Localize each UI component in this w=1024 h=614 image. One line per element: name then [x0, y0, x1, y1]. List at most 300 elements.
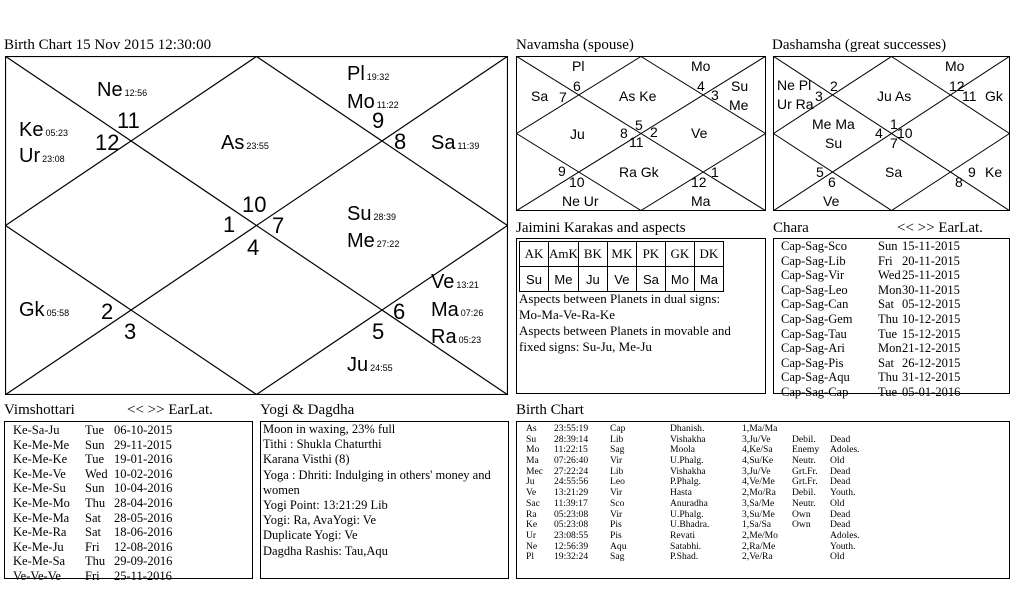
birth-table-cell: Lib [610, 433, 624, 445]
vimshottari-row-day: Tue [85, 423, 104, 437]
birth-table-cell: 13:21:29 [554, 487, 589, 499]
vimshottari-title: Vimshottari [4, 402, 75, 418]
nav-label: 2 [650, 124, 658, 140]
birth-table-cell: 05:23:08 [554, 519, 589, 531]
karaka-header: BK [578, 242, 607, 267]
vimshottari-row-day: Thu [85, 554, 106, 569]
planet-ur: Ur 23:08 [19, 145, 65, 167]
dash-label: Ur Ra [777, 96, 814, 112]
planet-ve: Ve 13:21 [431, 271, 479, 293]
birth-table-cell: 2,Mo/Ra [742, 487, 776, 499]
birth-table-cell: Adoles. [830, 529, 860, 541]
birth-table-cell: Grt.Fr. [792, 465, 818, 477]
yogi-line: women [263, 482, 300, 497]
birth-table-cell: As [526, 423, 537, 434]
nav-label: 6 [573, 78, 581, 94]
yogi-line: Yoga : Dhriti: Indulging in others' money and [263, 467, 491, 482]
chara-row-day: Fri [878, 253, 893, 268]
vimshottari-row [13, 554, 184, 569]
birth-table-cell: Revati [670, 529, 696, 541]
dash-label: Gk [985, 88, 1003, 104]
house-number: 8 [394, 129, 407, 154]
nav-label: Ra Gk [619, 164, 659, 180]
vimshottari-nav[interactable]: << >> EarLat. [127, 402, 213, 418]
karaka-value: Ju [578, 267, 607, 292]
birth-table-cell: Dead [830, 519, 851, 531]
chara-nav[interactable]: << >> EarLat. [897, 220, 983, 236]
birth-table-cell: 05:23:08 [554, 508, 589, 520]
house-number: 12 [95, 130, 120, 155]
vimshottari-row-period: Ke-Me-Ra [13, 525, 67, 540]
dashamsha-title: Dashamsha (great successes) [772, 37, 947, 53]
dash-label: 12 [949, 78, 965, 94]
vimshottari-panel [4, 421, 253, 583]
birth-table-cell: Dead [830, 433, 851, 445]
vimshottari-row-period: Ve-Ve-Ve [13, 568, 61, 583]
karaka-value: Mo [665, 267, 694, 292]
birth-table-cell: Old [830, 497, 845, 509]
chara-row-day: Mon [878, 282, 902, 297]
vimshottari-row [13, 452, 184, 467]
vimshottari-row [13, 496, 184, 511]
birth-table-cell: 1,Sa/Sa [742, 519, 772, 531]
vimshottari-row-period: Ke-Me-Me [13, 437, 70, 452]
chara-row-period: Cap-Sag-Can [781, 297, 849, 312]
birth-table-cell: 28:39:14 [554, 433, 589, 445]
karaka-header: AmK [549, 242, 579, 267]
vimshottari-row-period: Ke-Me-Ve [13, 466, 66, 481]
vimshottari-row-date: 29-11-2015 [114, 437, 172, 452]
house-number: 3 [124, 319, 137, 344]
birth-table-cell: Old [830, 551, 845, 563]
birth-table-cell: Leo [610, 476, 625, 488]
dash-label: 10 [897, 125, 913, 141]
vimshottari-row-date: 29-09-2016 [114, 554, 173, 569]
jaimini-title: Jaimini Karakas and aspects [516, 220, 686, 236]
chara-row-day: Wed [878, 268, 901, 283]
chara-row-date: 15-12-2015 [902, 326, 961, 341]
vimshottari-row-date: 25-11-2016 [114, 568, 172, 583]
chara-row-date: 20-11-2015 [902, 253, 960, 268]
yogi-list [263, 422, 491, 559]
planet-me: Me 27:22 [347, 230, 400, 252]
chara-row-date: 30-11-2015 [902, 282, 960, 297]
birth-table-cell: 23:08:55 [554, 529, 589, 541]
birth-table-cell: Youth. [830, 540, 856, 552]
birth-table-cell: Sag [610, 444, 625, 456]
house-number: 1 [223, 212, 236, 237]
vimshottari-row-day: Sun [85, 437, 105, 452]
nav-label: 4 [697, 78, 705, 94]
karaka-value: Ma [694, 267, 723, 292]
birth-table-row [526, 531, 880, 542]
birth-table-cell: Pl [526, 551, 535, 563]
vimshottari-row-day: Wed [85, 466, 108, 481]
birth-table-cell: Sac [526, 497, 540, 509]
birth-table-cell: Debil. [792, 433, 816, 445]
yogi-line: Yogi: Ra, AvaYogi: Ve [263, 513, 377, 528]
birth-table-cell: Adoles. [830, 444, 860, 456]
birth-table-cell: P.Shad. [670, 551, 699, 563]
birth-table-cell: 4,Su/Ke [742, 455, 774, 467]
chara-row-day: Sun [878, 239, 898, 253]
planet-ma: Ma 07:26 [431, 299, 484, 321]
house-number: 11 [117, 108, 140, 133]
chara-panel [773, 238, 1010, 399]
vimshottari-row-day: Sun [85, 481, 105, 496]
karaka-header: PK [636, 242, 665, 267]
nav-label: Mo [691, 58, 711, 74]
chara-row [781, 356, 972, 371]
chara-row-date: 26-12-2015 [902, 355, 961, 370]
vimshottari-row-period: Ke-Me-Ke [13, 452, 68, 467]
birth-table-cell: Ra [526, 508, 537, 520]
chara-row-date: 25-11-2015 [902, 268, 960, 283]
nav-label: 11 [629, 134, 644, 150]
nav-label: Ve [691, 125, 708, 141]
vimshottari-row-date: 28-04-2016 [114, 495, 173, 510]
birth-table-cell: 12:56:39 [554, 540, 589, 552]
chara-row-period: Cap-Sag-Aqu [781, 370, 850, 385]
vimshottari-row-day: Sat [85, 525, 101, 540]
chara-row [781, 341, 972, 356]
nav-label: 1 [711, 164, 719, 180]
chara-title: Chara [773, 220, 809, 236]
birth-table-cell: 23:55:19 [554, 423, 589, 434]
yogi-title: Yogi & Dagdha [260, 402, 355, 418]
birth-table-cell: Vir [610, 455, 623, 467]
dash-label: Mo [945, 58, 965, 74]
karaka-header: GK [665, 242, 694, 267]
vimshottari-row-day: Tue [85, 452, 104, 467]
chara-row [781, 370, 972, 385]
vimshottari-row-date: 06-10-2015 [114, 423, 173, 437]
yogi-line: Dagdha Rashis: Tau,Aqu [263, 543, 388, 558]
house-number: 7 [272, 213, 285, 238]
birth-table-cell: Own [792, 519, 811, 531]
vimshottari-row-date: 10-02-2016 [114, 466, 173, 481]
vimshottari-row [13, 481, 184, 496]
vimshottari-row [13, 569, 184, 584]
dash-label: 5 [816, 164, 824, 180]
chara-row [781, 297, 972, 312]
planet-ke: Ke 05:23 [19, 119, 68, 141]
yogi-panel [260, 421, 509, 579]
dash-label: Ve [823, 193, 840, 209]
birth-table-cell: 3,Ju/Ve [742, 465, 771, 477]
karaka-header: AK [520, 242, 549, 267]
birth-table-cell: Moola [670, 444, 696, 456]
chara-row-date: 05-01-2016 [902, 384, 961, 399]
dash-label: 2 [830, 78, 838, 94]
nav-label: Ju [570, 126, 585, 142]
chara-row-period: Cap-Sag-Sco [781, 239, 847, 253]
birth-table-cell: Old [830, 455, 845, 467]
chara-row [781, 254, 972, 269]
birth-table-panel [516, 421, 1010, 579]
dash-label: 3 [815, 88, 823, 104]
karaka-table [519, 241, 724, 292]
vimshottari-row [13, 467, 184, 482]
nav-label: Ma [691, 193, 711, 209]
birth-table-cell: P.Phalg. [670, 476, 701, 488]
birth-table-cell: Sag [610, 551, 625, 563]
birth-table-cell: Ve [526, 487, 537, 499]
house-number: 2 [101, 299, 114, 324]
birth-table-row [526, 499, 880, 510]
dash-label: 7 [890, 135, 898, 151]
chara-row-day: Thu [878, 370, 899, 385]
vimshottari-row-day: Thu [85, 495, 106, 510]
birth-table-row [526, 552, 880, 563]
navamsha-diagram [516, 56, 766, 211]
chara-list [781, 239, 972, 400]
birth-table-cell: Neutr. [792, 497, 816, 509]
planet-ra: Ra 05:23 [431, 326, 482, 348]
nav-label: Me [729, 97, 749, 113]
chara-row-period: Cap-Sag-Pis [781, 355, 844, 370]
jaimini-panel [516, 238, 766, 394]
birth-table-cell: Hasta [670, 487, 692, 499]
birth-table-cell: Debil. [792, 487, 816, 499]
aspects-movable-title: Aspects between Planets in movable and [519, 323, 731, 338]
chara-row [781, 385, 972, 400]
vimshottari-row-period: Ke-Me-Ma [13, 510, 70, 525]
nav-label: 3 [711, 87, 719, 103]
chara-row-date: 10-12-2015 [902, 311, 961, 326]
birth-table-cell: 4,Ke/Sa [742, 444, 773, 456]
chara-row-date: 15-11-2015 [902, 239, 960, 253]
birth-table-cell: U.Phalg. [670, 508, 704, 520]
birth-table-cell: Ur [526, 529, 537, 541]
house-number: 10 [242, 192, 267, 217]
birth-table-cell: Youth. [830, 487, 856, 499]
vimshottari-row [13, 540, 184, 555]
nav-label: As Ke [619, 88, 657, 104]
birth-table-cell: Dead [830, 465, 851, 477]
chara-row-period: Cap-Sag-Vir [781, 268, 845, 283]
yogi-line: Moon in waxing, 23% full [263, 422, 396, 436]
nav-label: 8 [620, 125, 628, 141]
vimshottari-row-date: 10-04-2016 [114, 481, 173, 496]
birth-table-cell: Dead [830, 508, 851, 520]
birth-table-cell: Enemy [792, 444, 820, 456]
house-number: 6 [393, 299, 406, 324]
nav-label: 12 [691, 174, 707, 190]
birth-table-cell: Vir [610, 487, 623, 499]
aspects-dual-title: Aspects between Planets in dual signs: [519, 291, 721, 306]
birth-table-cell: 11:39:17 [554, 497, 588, 509]
birth-table-title: Birth Chart [516, 402, 584, 418]
birth-table-cell: Vir [610, 508, 623, 520]
vimshottari-list [13, 423, 184, 584]
birth-table-cell: Ne [526, 540, 538, 552]
chara-row-date: 05-12-2015 [902, 297, 961, 312]
nav-label: Ne Ur [562, 193, 599, 209]
nav-label: Sa [531, 88, 549, 104]
birth-table-cell: Vishakha [670, 433, 706, 445]
vimshottari-row [13, 525, 184, 540]
nav-label: 7 [559, 89, 567, 105]
nav-label: Su [731, 78, 749, 94]
planet-ne: Ne 12:56 [97, 79, 148, 101]
karaka-header: DK [694, 242, 723, 267]
chara-row-period: Cap-Sag-Leo [781, 282, 848, 297]
birth-table-cell: Ke [526, 519, 538, 531]
vimshottari-row-period: Ke-Sa-Ju [13, 423, 60, 437]
chara-row-period: Cap-Sag-Ari [781, 341, 845, 356]
dash-label: 11 [962, 88, 977, 104]
aspects-dual: Mo-Ma-Ve-Ra-Ke [519, 307, 616, 322]
birth-table-cell: U.Bhadra. [670, 519, 710, 531]
chara-row-day: Tue [878, 384, 897, 399]
yogi-line: Yogi Point: 13:21:29 Lib [263, 498, 388, 513]
vimshottari-row-date: 12-08-2016 [114, 539, 173, 554]
birth-chart-title: Birth Chart 15 Nov 2015 12:30:00 [4, 37, 212, 53]
dash-label: Ne Pl [777, 77, 812, 93]
nav-label: 5 [635, 117, 643, 133]
chara-row-date: 31-12-2015 [902, 370, 961, 385]
chara-row-period: Cap-Sag-Cap [781, 384, 849, 399]
vimshottari-row-date: 19-01-2016 [114, 452, 173, 467]
vimshottari-row-period: Ke-Me-Su [13, 481, 66, 496]
birth-table-cell: 1,Ma/Ma [742, 423, 778, 434]
karaka-value: Sa [636, 267, 665, 292]
birth-table-cell: Pis [610, 529, 622, 541]
birth-table-cell: Anuradha [670, 497, 708, 509]
chara-row-day: Tue [878, 326, 897, 341]
dash-label: Ju As [877, 88, 912, 104]
planet-su: Su 28:39 [347, 203, 396, 225]
chara-row-day: Thu [878, 311, 899, 326]
planet-gk: Gk 05:58 [19, 299, 70, 321]
nav-label: Pl [572, 58, 585, 74]
birth-table-cell: Ma [526, 455, 539, 467]
karaka-value: Me [549, 267, 579, 292]
karaka-value: Su [520, 267, 549, 292]
birth-table-cell: Dhanish. [670, 423, 705, 434]
chara-row [781, 268, 972, 283]
aspects-movable: fixed signs: Su-Ju, Me-Ju [519, 339, 652, 354]
birth-table-cell: Lib [610, 465, 624, 477]
karaka-header-row [520, 242, 724, 267]
birth-table-cell: Aqu [610, 540, 627, 552]
chara-row [781, 283, 972, 298]
chara-row-day: Sat [878, 355, 894, 370]
dash-label: Ke [985, 164, 1003, 180]
dash-label: Sa [885, 164, 903, 180]
birth-table-cell: Own [792, 508, 811, 520]
birth-table-cell: 07:26:40 [554, 455, 589, 467]
vimshottari-row [13, 423, 184, 438]
dash-label: Su [825, 135, 843, 151]
nav-label: 9 [558, 163, 566, 179]
planet-pl: Pl 19:32 [347, 63, 390, 85]
birth-table-cell: 2,Ve/Ra [742, 551, 773, 563]
birth-table-cell: U.Phalg. [670, 455, 704, 467]
karaka-header: MK [607, 242, 636, 267]
birth-table-cell: 11:22:15 [554, 444, 588, 456]
dash-label: 9 [968, 164, 976, 180]
dash-label: Me Ma [812, 116, 855, 132]
birth-table-cell: 4,Ve/Me [742, 476, 775, 488]
chara-row-period: Cap-Sag-Gem [781, 311, 853, 326]
chara-row-date: 21-12-2015 [902, 341, 961, 356]
vimshottari-row-day: Fri [85, 539, 100, 554]
karaka-value: Ve [607, 267, 636, 292]
birth-table-cell: Ju [526, 476, 535, 488]
birth-table-cell: Mo [526, 444, 540, 456]
birth-table-cell: Mec [526, 465, 544, 477]
house-number: 5 [372, 319, 385, 344]
planet-as: As 23:55 [221, 132, 269, 154]
birth-table-cell: 27:22:24 [554, 465, 589, 477]
vimshottari-row-day: Sat [85, 510, 101, 525]
birth-table-cell: 3,Su/Me [742, 508, 775, 520]
birth-table-cell: 2,Me/Mo [742, 529, 778, 541]
birth-table-cell: Neutr. [792, 455, 816, 467]
dash-label: 6 [828, 174, 836, 190]
dashamsha-diagram [773, 56, 1010, 211]
yogi-line: Karana Visthi (8) [263, 452, 350, 467]
birth-table-cell: Su [526, 433, 537, 445]
birth-table-cell: Satabhi. [670, 540, 702, 552]
vimshottari-row-date: 18-06-2016 [114, 525, 173, 540]
birth-table-cell: Cap [610, 423, 626, 434]
vimshottari-row-date: 28-05-2016 [114, 510, 173, 525]
yogi-line: Tithi : Shukla Chaturthi [263, 437, 382, 452]
vimshottari-row-period: Ke-Me-Mo [13, 495, 70, 510]
planet-ju: Ju 24:55 [347, 354, 393, 376]
birth-table-cell: 3,Ju/Ve [742, 433, 771, 445]
chara-row [781, 239, 972, 254]
nav-label: 10 [569, 174, 585, 190]
birth-table-cell: 3,Sa/Me [742, 497, 775, 509]
birth-table-list [526, 424, 880, 563]
birth-table-cell: Sco [610, 497, 625, 509]
birth-chart-diagram [5, 56, 508, 395]
karaka-value-row [520, 267, 724, 292]
vimshottari-row-period: Ke-Me-Ju [13, 539, 64, 554]
birth-table-cell: Pis [610, 519, 622, 531]
birth-table-cell: Grt.Fr. [792, 476, 818, 488]
house-number: 9 [372, 108, 385, 133]
birth-table-cell: Vishakha [670, 465, 706, 477]
yogi-line: Duplicate Yogi: Ve [263, 528, 358, 543]
dash-label: 4 [875, 125, 883, 141]
navamsha-title: Navamsha (spouse) [516, 37, 634, 53]
vimshottari-row-day: Fri [85, 568, 100, 583]
planet-mo: Mo 11:22 [347, 91, 399, 113]
dash-label: 8 [955, 174, 963, 190]
chara-row-day: Mon [878, 341, 902, 356]
chara-row-period: Cap-Sag-Tau [781, 326, 847, 341]
planet-sa: Sa 11:39 [431, 132, 480, 154]
birth-table-cell: 24:55:56 [554, 476, 589, 488]
house-number: 4 [247, 235, 260, 260]
birth-table-cell: Dead [830, 476, 851, 488]
vimshottari-row [13, 511, 184, 526]
birth-table-cell: 2,Ra/Me [742, 540, 776, 552]
chara-row [781, 327, 972, 342]
birth-table-cell: 19:32:24 [554, 551, 589, 563]
vimshottari-row [13, 438, 184, 453]
chara-row [781, 312, 972, 327]
chara-row-day: Sat [878, 297, 894, 312]
vimshottari-row-period: Ke-Me-Sa [13, 554, 66, 569]
chara-row-period: Cap-Sag-Lib [781, 253, 846, 268]
dash-label: 1 [890, 116, 898, 132]
